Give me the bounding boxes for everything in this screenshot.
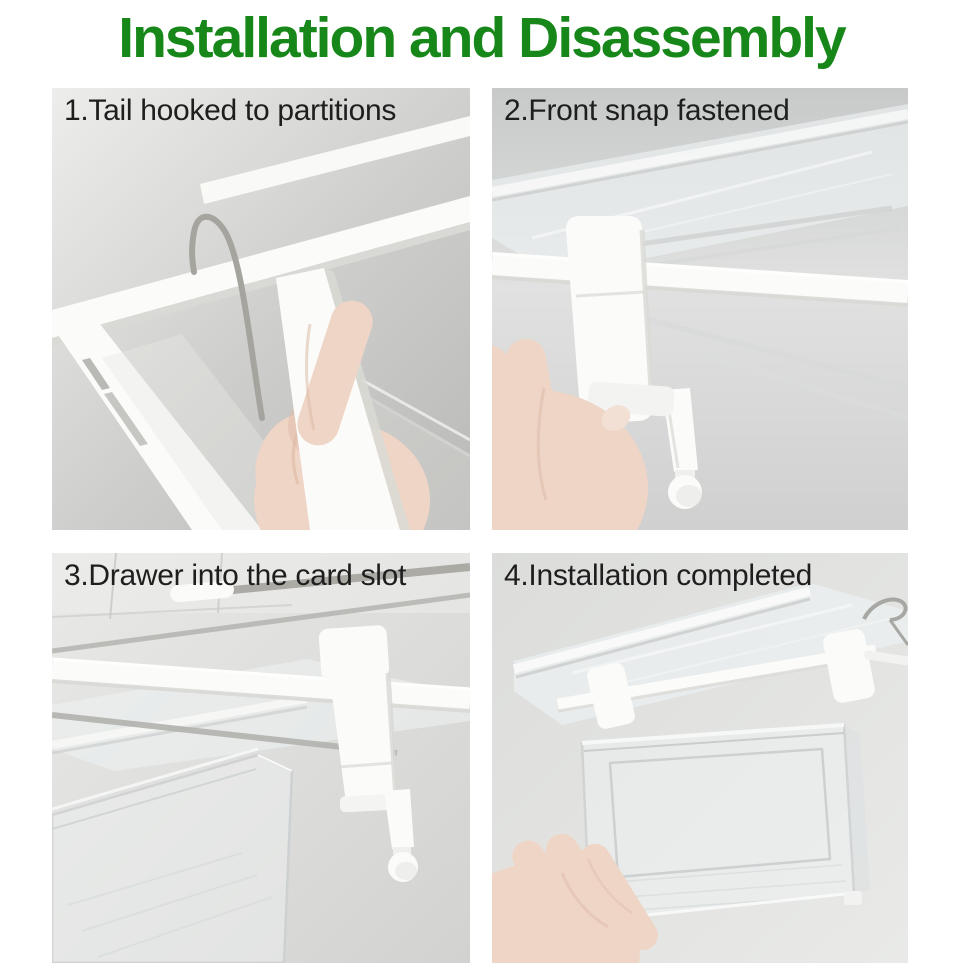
step-2-photo	[492, 88, 908, 530]
page-title: Installation and Disassembly	[118, 6, 845, 70]
step-1-photo	[52, 88, 470, 530]
step-2-panel	[492, 88, 908, 530]
step-3-caption: 3.Drawer into the card slot	[64, 559, 407, 592]
step-3-photo	[52, 553, 470, 963]
step-4-photo	[492, 553, 908, 963]
step-1-panel	[52, 88, 470, 530]
step-4-panel	[492, 553, 908, 963]
step-3-panel	[52, 553, 470, 963]
step-2-caption: 2.Front snap fastened	[504, 94, 790, 127]
step-1-caption: 1.Tail hooked to partitions	[64, 94, 397, 127]
step-4-caption: 4.Installation completed	[504, 559, 812, 592]
